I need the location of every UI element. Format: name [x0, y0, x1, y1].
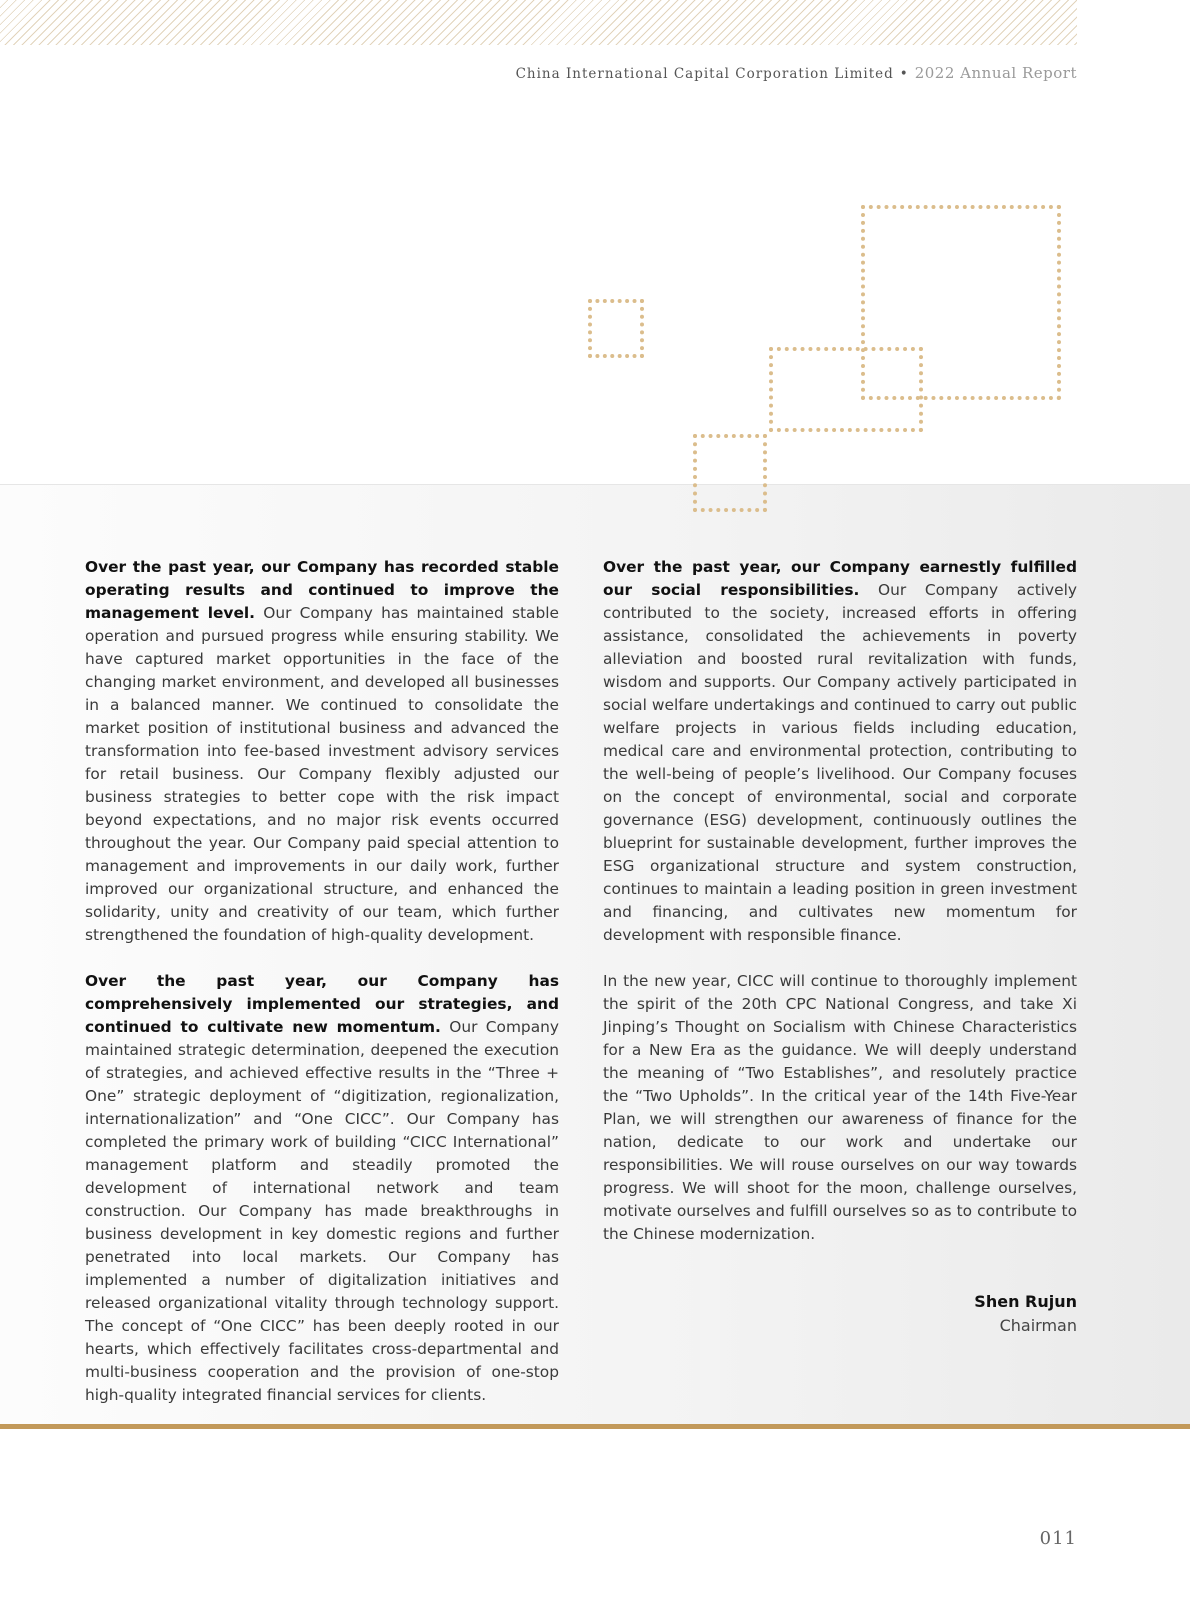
left-text-column	[85, 556, 559, 1430]
paragraph	[85, 970, 559, 1407]
signatory-title: Chairman	[999, 1316, 1077, 1335]
signature-block	[974, 1290, 1077, 1338]
signatory-name: Shen Rujun	[974, 1292, 1077, 1311]
paragraph-body: In the new year, CICC will continue to thoroughly implement the spirit of the 20th CPC National Congress, and take Xi Jinping’s Thought on Socialism with Chinese Characteristics for a New Era as the guidance. We will deeply understand the meaning of “Two Establishes”, and resolutely practice the “Two Upholds”. In the critical year of the 14th Five-Year Plan, we will strengthen our awareness of finance for the nation, dedicate to our work and undertake our responsibilities. We will rouse ourselves on our way towards progress. We will shoot for the moon, challenge ourselves, motivate ourselves and fulfill ourselves so as to contribute to the Chinese modernization.	[603, 972, 1077, 1243]
paragraph-lead: Over the past year, our Company has comprehensively implemented our strategies, and continued to cultivate new momentum.	[85, 972, 559, 1036]
paragraph	[85, 556, 559, 947]
header-separator: •	[899, 66, 909, 82]
dotted-square-lower	[693, 434, 767, 512]
paragraph	[603, 556, 1077, 947]
running-header	[516, 64, 1077, 82]
decorative-hatch-band	[0, 0, 1077, 45]
paragraph-body: Our Company actively contributed to the society, increased efforts in offering assistance, consolidated the achievements in poverty alleviation and boosted rural revitalization with funds, wisdom and supports. Our Company actively participated in social welfare undertakings and continued to carry out public welfare projects in various fields including education, medical care and environmental protection, contributing to the well-being of people’s livelihood. Our Company focuses on the concept of environmental, social and corporate governance (ESG) development, continuously outlines the blueprint for sustainable development, further improves the ESG organizational structure and system construction, continues to maintain a leading position in green investment and financing, and cultivates new momentum for development with responsible finance.	[603, 581, 1077, 944]
dotted-square-medium	[769, 347, 923, 432]
header-company: China International Capital Corporation Limited	[515, 66, 894, 82]
paragraph	[603, 970, 1077, 1246]
gold-divider-line	[0, 1424, 1190, 1429]
paragraph-lead: Over the past year, our Company earnestly fulfilled our social responsibilities.	[603, 558, 1077, 599]
page-number: 011	[1039, 1528, 1077, 1549]
paragraph-body: Our Company has maintained stable operation and pursued progress while ensuring stability. We have captured market opportunities in the face of the changing market environment, and developed all businesses in a balanced manner. We continued to consolidate the market position of institutional business and advanced the transformation into fee-based investment advisory services for retail business. Our Company flexibly adjusted our business strategies to better cope with the risk impact beyond expectations, and no major risk events occurred throughout the year. Our Company paid special attention to management and improvements in our daily work, further improved our organizational structure, and enhanced the solidarity, unity and creativity of our team, which further strengthened the foundation of high-quality development.	[85, 604, 559, 944]
right-text-column	[603, 556, 1077, 1269]
paragraph-body: Our Company maintained strategic determination, deepened the execution of strategies, and achieved effective results in the “Three + One” strategic deployment of “digitization, regionalization, internationalization” and “One CICC”. Our Company has completed the primary work of building “CICC International” management platform and steadily promoted the development of international network and team construction. Our Company has made breakthroughs in business development in key domestic regions and further penetrated into local markets. Our Company has implemented a number of digitalization initiatives and released organizational vitality through technology support. The concept of “One CICC” has been deeply rooted in our hearts, which effectively facilitates cross-departmental and multi-business cooperation and the provision of one-stop high-quality integrated financial services for clients.	[85, 1018, 559, 1404]
header-report-title: 2022 Annual Report	[914, 64, 1077, 82]
dotted-square-small	[588, 299, 644, 358]
paragraph-lead: Over the past year, our Company has recorded stable operating results and continued to improve the management level.	[85, 558, 559, 622]
